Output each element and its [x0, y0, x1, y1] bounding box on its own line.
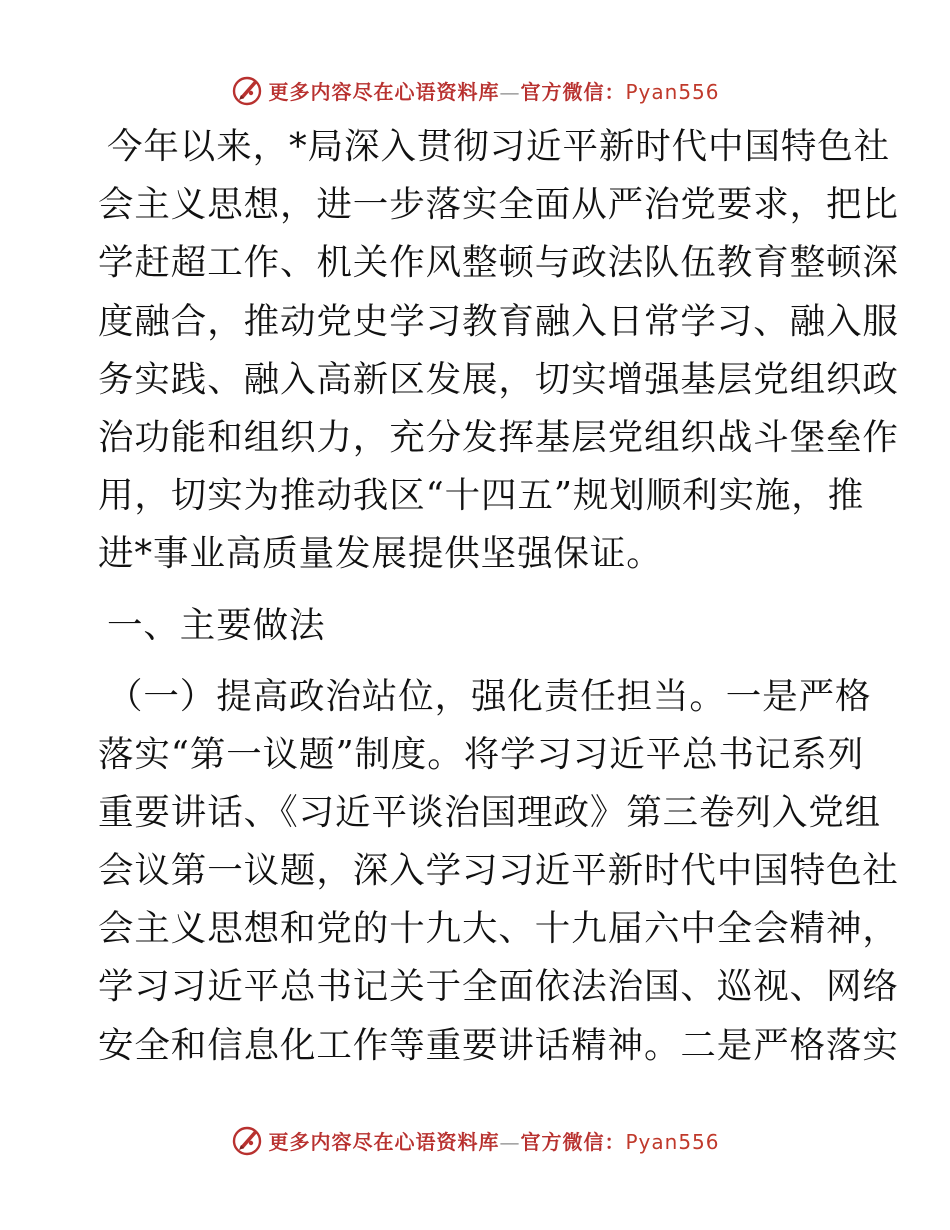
watermark-library-text: 更多内容尽在心语资料库 — [268, 1129, 500, 1154]
watermark-text — [268, 1126, 719, 1155]
watermark-text — [268, 76, 719, 105]
text-line: 用，切实为推动我区“十四五”规划顺利实施，推 — [98, 475, 865, 517]
text-line: 度融合，推动党史学习教育融入日常学习、融入服 — [98, 300, 899, 342]
document-body — [98, 118, 899, 1075]
watermark-dash: — — [499, 79, 521, 104]
text-line: 治功能和组织力，充分发挥基层党组织战斗堡垒作 — [98, 416, 899, 458]
text-line: 今年以来，*局深入贯彻习近平新时代中国特色社 — [107, 126, 891, 167]
text-line: 会主义思想，进一步落实全面从严治党要求，把比 — [98, 184, 899, 226]
text-line: 落实“第一议题”制度。将学习习近平总书记系列 — [98, 733, 865, 775]
watermark-handle: Pyan556 — [625, 79, 720, 104]
text-line: （一）提高政治站位，强化责任担当。一是严格 — [107, 675, 872, 717]
text-line: 安全和信息化工作等重要讲话精神。二是严格落实 — [98, 1024, 899, 1066]
text-line: 学习习近平总书记关于全面依法治国、巡视、网络 — [98, 966, 899, 1008]
watermark-wechat-label: 官方微信： — [520, 1129, 626, 1154]
footer-watermark — [0, 1120, 950, 1160]
watermark-handle: Pyan556 — [625, 1129, 720, 1154]
text-line: 务实践、融入高新区发展，切实增强基层党组织政 — [98, 358, 899, 400]
watermark-library-text: 更多内容尽在心语资料库 — [268, 79, 500, 104]
section-paragraph — [98, 668, 899, 1075]
text-line: 会议第一议题，深入学习习近平新时代中国特色社 — [98, 850, 899, 892]
watermark-dash: — — [499, 1129, 521, 1154]
text-line: 进*事业高质量发展提供坚强保证。 — [98, 533, 663, 575]
watermark-wechat-label: 官方微信： — [520, 79, 626, 104]
intro-paragraph — [98, 118, 899, 584]
text-line: 重要讲话、《习近平谈治国理政》第三卷列入党组 — [98, 791, 882, 833]
text-line: 学赶超工作、机关作风整顿与政法队伍教育整顿深 — [98, 242, 899, 284]
quill-pen-logo-icon — [230, 73, 264, 107]
section-heading: 一、主要做法 — [107, 604, 326, 646]
header-watermark — [0, 70, 950, 110]
quill-pen-logo-icon — [230, 1123, 264, 1157]
text-line: 会主义思想和党的十九大、十九届六中全会精神， — [98, 908, 899, 950]
